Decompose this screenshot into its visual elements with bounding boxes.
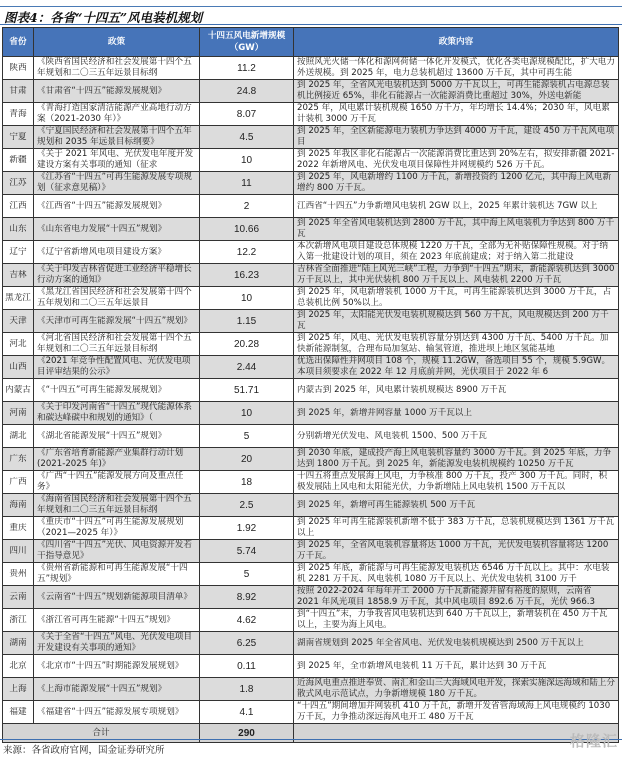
- content-cell: [294, 149, 619, 172]
- policy-cell: [34, 218, 200, 241]
- policy-cell-text: 《2021 年竞争性配置风电、光伏发电项目评审结果的公示》: [37, 356, 191, 377]
- content-cell-text: 本次新增风电项目建设总体规模 1220 万千瓦，全部为无补贴保障性规模。对于纳入第一批建设计划的项目，须在 2023 年底前建成；对于纳入第二批建设: [297, 241, 608, 262]
- province-cell: [3, 563, 34, 586]
- content-cell: [294, 425, 619, 448]
- gw-cell: [200, 356, 294, 379]
- gw-cell: [200, 402, 294, 425]
- content-cell: [294, 678, 619, 701]
- table-body: [3, 57, 619, 724]
- policy-cell: [34, 287, 200, 310]
- gw-cell-text: 2: [243, 200, 250, 212]
- content-cell: [294, 356, 619, 379]
- policy-cell: [34, 563, 200, 586]
- table-row: [3, 701, 619, 724]
- content-cell-text: 到 2025 年，全省风光电装机达到 5000 万千瓦以上，可再生能源装机占电源总装机比例接近 65%，非化石能源占一次能源消费比重超过 30%，外送电新能: [297, 80, 610, 101]
- gw-cell: [200, 126, 294, 149]
- province-cell-text: 青海: [9, 108, 27, 119]
- content-cell-text: 优选出保障性并网项目 108 个，规模 11.2GW，备选项目 55 个，规模 5.9GW。本项目须要求在 2022 年 12 月底前并网，光伏项目于 2022 年 6: [297, 356, 611, 377]
- province-cell-text: 新疆: [9, 154, 27, 165]
- province-cell: [3, 103, 34, 126]
- policy-cell: [34, 172, 200, 195]
- policy-cell: [34, 494, 200, 517]
- policy-cell-text: 《江苏省“十四五”可再生能源发展专项规划（征求意见稿）》: [37, 172, 192, 193]
- province-cell: [3, 195, 34, 218]
- content-cell: [294, 402, 619, 425]
- table-row: [3, 402, 619, 425]
- gw-cell: [200, 586, 294, 609]
- gw-cell-text: 10.66: [233, 223, 260, 235]
- gw-cell-text: 8.92: [236, 591, 257, 603]
- province-cell-text: 重庆: [9, 522, 27, 533]
- gw-cell: [200, 195, 294, 218]
- policy-cell: [34, 310, 200, 333]
- content-cell: [294, 333, 619, 356]
- content-cell-text: 到 2025 年可再生能源装机新增不低于 383 万千瓦，总装机规模达到 1361 万千瓦以上: [297, 517, 615, 538]
- table-row: [3, 264, 619, 287]
- gw-cell: [200, 701, 294, 724]
- content-cell-text: “十四五”期间增加并网装机 410 万千瓦，新增开发省管海域海上风电规模约 1030 万千瓦，力争推动深远海风电开工 480 万千瓦: [297, 701, 611, 722]
- gw-cell: [200, 287, 294, 310]
- gw-cell-text: 18: [240, 476, 253, 488]
- policy-cell-text: 《“十四五”可再生能源发展规划》: [37, 384, 167, 395]
- table-row: [3, 379, 619, 402]
- policy-cell: [34, 356, 200, 379]
- gw-cell: [200, 310, 294, 333]
- content-cell: [294, 655, 619, 678]
- policy-cell: [34, 126, 200, 149]
- policy-cell: [34, 517, 200, 540]
- policy-cell: [34, 195, 200, 218]
- policy-cell-text: 《上海市能源发展“十四五”规划》: [37, 683, 167, 694]
- policy-cell: [34, 149, 200, 172]
- content-cell-text: 按照 2022-2024 年每年开工 2000 万千瓦新能源并留有裕度的原则，云南省 2021 年风光项目 1858.9 万千瓦，其中风电项目 892.6 万千瓦，光伏 966.3: [297, 586, 596, 607]
- content-cell-text: 到 2030 年底，建成投产海上风电装机容量约 3000 万千瓦。到 2025 年底，力争达到 1800 万千瓦。到 2025 年，新能源发电装机规模约 10250 万千瓦: [297, 448, 612, 469]
- policy-cell: [34, 632, 200, 655]
- gw-cell: [200, 471, 294, 494]
- content-cell-text: 按照风光火储一体化和源网荷储一体化开发模式，优化各类电源规模配比，扩大电力外送规模。到 2025 年，电力总装机超过 13600 万千瓦，其中可再生能: [297, 57, 615, 78]
- province-cell-text: 河南: [9, 407, 27, 418]
- gw-cell-text: 10: [240, 154, 253, 166]
- gw-cell-text: 2.44: [236, 361, 257, 373]
- top-rule: [0, 6, 622, 7]
- table-row: [3, 425, 619, 448]
- province-cell-text: 甘肃: [9, 85, 27, 96]
- content-cell-text: 到 2025 年，新增可再生能源装机 500 万千瓦: [297, 499, 476, 510]
- content-cell: [294, 310, 619, 333]
- watermark-logo: 格隆汇: [569, 732, 618, 750]
- gw-cell: [200, 103, 294, 126]
- policy-cell: [34, 402, 200, 425]
- province-cell: [3, 379, 34, 402]
- gw-cell: [200, 494, 294, 517]
- content-cell: [294, 609, 619, 632]
- gw-cell-text: 11: [241, 177, 252, 189]
- gw-cell: [200, 678, 294, 701]
- policy-cell: [34, 103, 200, 126]
- policy-cell-text: 《辽宁省新增风电项目建设方案》: [37, 246, 166, 257]
- table-row: [3, 126, 619, 149]
- province-cell: [3, 471, 34, 494]
- table-row: [3, 356, 619, 379]
- table-header-row: [3, 28, 619, 57]
- province-cell-text: 江苏: [9, 177, 27, 188]
- gw-cell-text: 20.28: [233, 338, 260, 350]
- policy-cell: [34, 264, 200, 287]
- content-cell: [294, 701, 619, 724]
- content-cell: [294, 103, 619, 126]
- province-cell-text: 海南: [9, 499, 27, 510]
- policy-cell: [34, 333, 200, 356]
- table-row: [3, 287, 619, 310]
- content-cell: [294, 264, 619, 287]
- gw-cell: [200, 609, 294, 632]
- province-cell-text: 山东: [9, 223, 27, 234]
- content-cell-text: 到 2025 年底，新能源与可再生能源发电装机达 6546 万千瓦以上。其中：水电装机 2281 万千瓦、风电装机 1080 万千瓦以上、光伏发电装机 3100 万千: [297, 563, 610, 584]
- table-row: [3, 195, 619, 218]
- gw-cell-text: 10: [240, 292, 253, 304]
- table-row: [3, 172, 619, 195]
- policy-cell: [34, 448, 200, 471]
- policy-cell-text: 《青海打造国家清洁能源产业高地行动方案（2021-2030 年）》: [37, 103, 192, 124]
- province-cell-text: 四川: [9, 545, 27, 556]
- province-cell-text: 广东: [9, 453, 27, 464]
- province-cell: [3, 540, 34, 563]
- content-cell-text: 到 2025 年，风电新增约 1100 万千瓦，新增投资约 1200 亿元，其中海上风电新增约 800 万千瓦。: [297, 172, 612, 193]
- province-cell-text: 陕西: [9, 62, 27, 73]
- policy-cell-text: 《河北省国民经济和社会发展第十四个五年规划和二〇三五年远景目标纲: [37, 333, 192, 354]
- policy-cell-text: 《陕西省国民经济和社会发展第十四个五年规划和二〇三五年远景目标纲: [37, 57, 192, 78]
- policy-cell-text: 《湖北省能源发展“十四五”规划》: [37, 430, 167, 441]
- policy-cell-text: 《江西省“十四五”能源发展规划》: [37, 200, 167, 211]
- province-cell-text: 江西: [9, 200, 27, 211]
- gw-cell-text: 5.74: [236, 545, 257, 557]
- content-cell-text: 湖南省规划到 2025 年全省风电、光伏发电装机规模达到 2500 万千瓦以上: [297, 637, 584, 648]
- gw-cell-text: 5: [243, 568, 250, 580]
- policy-cell-text: 《甘肃省“十四五”能源发展规划》: [37, 85, 167, 96]
- gw-cell-text: 51.71: [233, 384, 260, 396]
- title-rule: [0, 24, 622, 25]
- province-cell: [3, 402, 34, 425]
- wind-power-plan-table: [2, 27, 619, 743]
- gw-cell-text: 11.2: [237, 62, 256, 74]
- gw-cell: [200, 264, 294, 287]
- table-row: [3, 586, 619, 609]
- header-province: 省份: [3, 28, 34, 57]
- content-cell-text: 到 2025 年，风电新增装机 1000 万千瓦，可再生能源装机达到 3000 万千瓦，占总装机比例 50%以上。: [297, 287, 612, 308]
- province-cell: [3, 218, 34, 241]
- province-cell: [3, 333, 34, 356]
- content-cell: [294, 287, 619, 310]
- content-cell: [294, 448, 619, 471]
- province-cell: [3, 632, 34, 655]
- table-row: [3, 678, 619, 701]
- content-cell: [294, 379, 619, 402]
- policy-cell-text: 《关于印发河南省“十四五”现代能源体系和碳达峰碳中和规划的通知》（: [37, 402, 192, 423]
- policy-cell: [34, 540, 200, 563]
- province-cell-text: 宁夏: [9, 131, 27, 142]
- gw-cell-text: 12.2: [236, 246, 257, 258]
- content-cell: [294, 494, 619, 517]
- gw-cell-text: 10: [240, 407, 253, 419]
- province-cell: [3, 701, 34, 724]
- gw-cell-text: 20: [240, 453, 253, 465]
- table-row: [3, 241, 619, 264]
- policy-cell-text: 《关于全省“十四五”风电、光伏发电项目开发建设有关事项的通知》: [37, 632, 192, 653]
- policy-cell-text: 《天津市可再生能源发展“十四五”规划》: [37, 315, 192, 326]
- table-row: [3, 310, 619, 333]
- policy-cell-text: 《广东省培育新能源产业集群行动计划(2021-2025 年)》: [37, 448, 184, 469]
- figure-title: 图表4：各省“十四五”风电装机规划: [4, 10, 203, 25]
- gw-cell: [200, 655, 294, 678]
- province-cell: [3, 287, 34, 310]
- gw-cell-text: 4.5: [239, 131, 254, 143]
- province-cell-text: 北京: [9, 660, 27, 671]
- content-cell: [294, 57, 619, 80]
- content-cell: [294, 586, 619, 609]
- content-cell-text: 内蒙古到 2025 年，风电累计装机规模达 8900 万千瓦: [297, 384, 507, 395]
- content-cell-text: 分别新增光伏发电、风电装机 1500、500 万千瓦: [297, 430, 487, 441]
- total-gw: 290: [200, 724, 294, 743]
- province-cell-text: 河北: [9, 338, 27, 349]
- province-cell: [3, 586, 34, 609]
- content-cell: [294, 195, 619, 218]
- province-cell: [3, 448, 34, 471]
- province-cell: [3, 149, 34, 172]
- content-cell-text: 到 2025 年我区非化石能源占一次能源消费比重达到 20%左右，拟安排新疆 2021-2022 年新增风电、光伏发电项目保障性并网规模约 526 万千瓦。: [297, 149, 615, 170]
- province-cell-text: 吉林: [9, 269, 27, 280]
- content-cell: [294, 517, 619, 540]
- table-row: [3, 632, 619, 655]
- policy-cell-text: 《关于 2021 年风电、光伏发电年度开发建设方案有关事项的通知（征求: [37, 149, 194, 170]
- content-cell: [294, 471, 619, 494]
- content-cell-text: 到 2025 年，全省风电装机容量将达 1000 万千瓦，光伏发电装机容量将达 1200 万千瓦。: [297, 540, 609, 561]
- policy-cell-text: 《四川省“十四五”光伏、风电资源开发若干指导意见》: [37, 540, 192, 561]
- gw-cell: [200, 218, 294, 241]
- province-cell-text: 内蒙古: [5, 384, 31, 395]
- policy-cell-text: 《重庆市“十四五”可再生能源发展规划（2021—2025 年）》: [37, 517, 184, 538]
- table-row: [3, 103, 619, 126]
- gw-cell-text: 24.8: [236, 85, 257, 97]
- policy-cell: [34, 425, 200, 448]
- province-cell: [3, 126, 34, 149]
- gw-cell: [200, 632, 294, 655]
- policy-cell: [34, 379, 200, 402]
- content-cell-text: 到 2025 年，新增并网容量 1000 万千瓦以上: [297, 407, 472, 418]
- province-cell-text: 上海: [9, 683, 27, 694]
- policy-cell: [34, 701, 200, 724]
- policy-cell: [34, 609, 200, 632]
- content-cell-text: 2025 年，风电累计装机规模 1650 万千万，年均增长 14.4%；2030 年，风电累计装机 3000 万千瓦: [297, 103, 610, 124]
- content-cell-text: 近海风电重点推进奉贤、南汇和金山三大海域风电开发，探索实施深远海域和陆上分散式风电示范试点，力争新增规模 180 万千瓦。: [297, 678, 615, 699]
- table-row: [3, 218, 619, 241]
- gw-cell-text: 1.92: [236, 522, 257, 534]
- table-row: [3, 57, 619, 80]
- policy-cell: [34, 678, 200, 701]
- content-cell-text: 到 2025 年，全市新增风电装机 11 万千瓦，累计达到 30 万千瓦: [297, 660, 547, 671]
- content-cell-text: 到“十四五”末，力争我省风电装机达到 640 万千瓦以上，新增装机在 450 万千瓦以上，主要为海上风电。: [297, 609, 608, 630]
- gw-cell: [200, 80, 294, 103]
- province-cell-text: 福建: [9, 706, 27, 717]
- gw-cell-text: 4.62: [236, 614, 257, 626]
- header-policy: 政策: [34, 28, 200, 57]
- province-cell: [3, 356, 34, 379]
- content-cell: [294, 126, 619, 149]
- table-row: [3, 448, 619, 471]
- gw-cell: [200, 425, 294, 448]
- gw-cell: [200, 57, 294, 80]
- policy-cell-text: 《黑龙江省国民经济和社会发展第十四个五年规划和二〇三五年远景目: [37, 287, 192, 308]
- gw-cell: [200, 540, 294, 563]
- policy-cell-text: 《北京市“十四五”时期能源发展规划》: [37, 660, 184, 671]
- table-row: [3, 494, 619, 517]
- content-cell-text: 到 2025 年，风电、光伏发电装机容量分别达到 4300 万千瓦、5400 万千瓦。加快新能源制氢，合理布局加氢站、输氢管道，推进坝上地区氢能基地: [297, 333, 609, 354]
- table-row: [3, 149, 619, 172]
- content-cell-text: 吉林省全面推进“陆上风光三峡”工程，力争到“十四五”期末，新能源装机达到 3000 万千瓦以上，其中光伏装机 800 万千瓦以上、风电装机 2200 万千瓦: [297, 264, 615, 285]
- content-cell: [294, 540, 619, 563]
- province-cell: [3, 80, 34, 103]
- content-cell: [294, 241, 619, 264]
- province-cell: [3, 264, 34, 287]
- gw-cell: [200, 379, 294, 402]
- policy-cell: [34, 655, 200, 678]
- province-cell: [3, 678, 34, 701]
- content-cell: [294, 80, 619, 103]
- gw-cell-text: 1.15: [236, 315, 257, 327]
- province-cell-text: 浙江: [9, 614, 27, 625]
- province-cell-text: 天津: [9, 315, 27, 326]
- province-cell: [3, 241, 34, 264]
- gw-cell-text: 1.8: [239, 683, 254, 695]
- policy-cell: [34, 80, 200, 103]
- province-cell: [3, 57, 34, 80]
- policy-cell: [34, 241, 200, 264]
- policy-cell: [34, 586, 200, 609]
- footer-rule: [0, 739, 622, 740]
- header-gw: 十四五风电新增规模（GW）: [200, 28, 294, 57]
- content-cell: [294, 563, 619, 586]
- gw-cell-text: 2.5: [239, 499, 254, 511]
- gw-cell-text: 5: [243, 430, 250, 442]
- policy-cell-text: 《广西“十四五”能源发展方向及重点任务》: [37, 471, 184, 492]
- content-cell-text: 到 2025 年，太阳能光伏发电装机规模达到 560 万千瓦，风电规模达到 200 万千瓦: [297, 310, 609, 331]
- policy-cell-text: 《贵州省新能源和可再生能源发展“十四五”规划》: [37, 563, 188, 584]
- content-cell: [294, 632, 619, 655]
- gw-cell: [200, 517, 294, 540]
- policy-cell-text: 《浙江省可再生能源“十四五”规划》: [37, 614, 175, 625]
- policy-cell-text: 《宁夏国民经济和社会发展第十四个五年规划和 2035 年远景目标纲要》: [37, 126, 192, 147]
- table-row: [3, 471, 619, 494]
- policy-cell-text: 《云南省“十四五”规划新能源项目清单》: [37, 591, 192, 602]
- policy-cell-text: 《山东省电力发展“十四五”规划》: [37, 223, 167, 234]
- table-row: [3, 609, 619, 632]
- province-cell-text: 广西: [9, 476, 27, 487]
- policy-cell-text: 《福建省“十四五”能源发展专项规划》: [37, 706, 184, 717]
- total-label: 合计: [3, 724, 200, 743]
- table-row: [3, 655, 619, 678]
- province-cell: [3, 655, 34, 678]
- gw-cell-text: 6.25: [236, 637, 257, 649]
- table-row: [3, 80, 619, 103]
- province-cell-text: 云南: [9, 591, 27, 602]
- gw-cell-text: 16.23: [233, 269, 260, 281]
- content-cell-text: 十四五将重点发展海上风电，力争核准 800 万千瓦，投产 300 万千瓦。同时，积极发展陆上风电和太阳能光伏，力争新增陆上风电装机 1500 万千瓦以: [297, 471, 608, 492]
- header-content: 政策内容: [294, 28, 619, 57]
- gw-cell: [200, 172, 294, 195]
- gw-cell: [200, 563, 294, 586]
- gw-cell: [200, 241, 294, 264]
- gw-cell: [200, 149, 294, 172]
- table-row: [3, 540, 619, 563]
- province-cell: [3, 609, 34, 632]
- province-cell-text: 湖南: [9, 637, 27, 648]
- policy-cell-text: 《海南省国民经济和社会发展第十四个五年规划和二〇三五年远景目标纲: [37, 494, 192, 515]
- province-cell-text: 黑龙江: [5, 292, 31, 303]
- table-row: [3, 517, 619, 540]
- content-cell: [294, 172, 619, 195]
- province-cell: [3, 494, 34, 517]
- province-cell: [3, 172, 34, 195]
- province-cell: [3, 425, 34, 448]
- gw-cell-text: 4.1: [239, 706, 254, 718]
- province-cell-text: 辽宁: [9, 246, 27, 257]
- province-cell: [3, 310, 34, 333]
- table-row: [3, 563, 619, 586]
- policy-cell: [34, 471, 200, 494]
- source-note: 来源：各省政府官网，国金证券研究所: [3, 745, 165, 756]
- content-cell-text: 到 2025 年全省风电装机达到 2800 万千瓦，其中海上风电装机力争达到 800 万千瓦: [297, 218, 615, 239]
- content-cell-text: 到 2025 年，全区新能源电力装机力争达到 4000 万千瓦，建设 450 万千瓦风电项目: [297, 126, 615, 147]
- province-cell: [3, 517, 34, 540]
- policy-cell: [34, 57, 200, 80]
- table-row: [3, 333, 619, 356]
- policy-cell-text: 《关于印发吉林省促进工业经济平稳增长行动方案的通知》: [37, 264, 192, 285]
- content-cell: [294, 218, 619, 241]
- province-cell-text: 山西: [9, 361, 27, 372]
- gw-cell-text: 0.11: [237, 660, 256, 672]
- province-cell-text: 湖北: [9, 430, 27, 441]
- gw-cell-text: 8.07: [236, 108, 257, 120]
- gw-cell: [200, 448, 294, 471]
- content-cell-text: 江西省“十四五”力争新增风电装机 2GW 以上，2025 年累计装机达 7GW 以上: [297, 200, 598, 211]
- province-cell-text: 贵州: [9, 568, 27, 579]
- gw-cell: [200, 333, 294, 356]
